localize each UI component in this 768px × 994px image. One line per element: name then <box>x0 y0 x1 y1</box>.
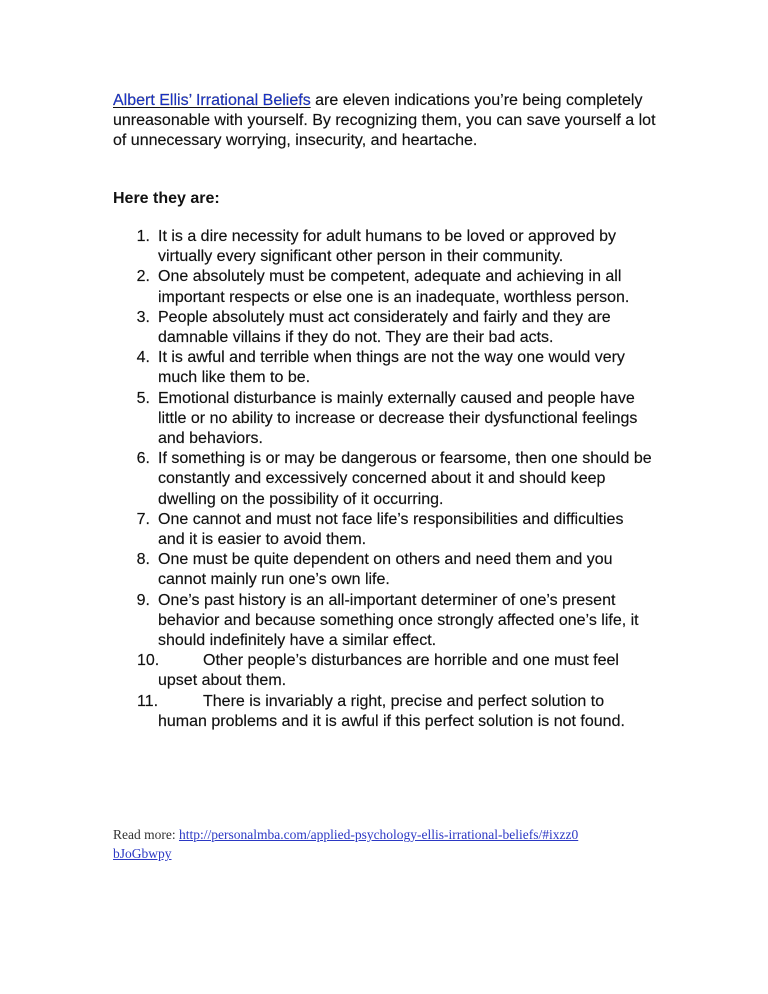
item-number: 10. <box>137 652 160 670</box>
item-number: 1. <box>136 228 150 245</box>
item-number: 4. <box>136 349 150 367</box>
intro-paragraph <box>113 91 673 151</box>
list-item <box>113 449 653 510</box>
item-text: Other people’s disturbances are horrible and one must feel upset about them. <box>158 652 619 690</box>
list-heading: Here they are: <box>113 190 220 207</box>
albert-ellis-link[interactable]: Albert Ellis’ Irrational Beliefs <box>113 92 311 109</box>
item-number: 7. <box>136 510 150 528</box>
item-number: 9. <box>136 591 150 609</box>
read-more-label: Read more: <box>113 827 179 842</box>
list-item <box>113 510 653 550</box>
item-text: There is invariably a right, precise and perfect solution to human problems and it is awful if this perfect solution is not found. <box>158 692 625 730</box>
list-item <box>113 348 653 388</box>
item-number: 6. <box>136 450 150 468</box>
item-text: People absolutely must act considerately and fairly and they are damnable villains if they do not. They are their bad acts. <box>158 308 611 347</box>
read-more-link[interactable]: http://personalmba.com/applied-psychology-ellis-irrational-beliefs/#ixzz0bJoGbwpy <box>113 827 579 861</box>
item-text: If something is or may be dangerous or fearsome, then one should be constantly and excessively concerned about it and should keep dwelling on the possibility of it occurring. <box>158 450 652 508</box>
item-number: 3. <box>136 308 150 326</box>
intro-text: are eleven indications you’re being completely unreasonable with yourself. By recognizing them, you can save yourself a lot of unnecessary worrying, insecurity, and heartache. <box>113 92 656 149</box>
list-item <box>113 267 653 307</box>
list-item <box>113 651 653 691</box>
item-number: 8. <box>136 551 150 569</box>
item-number: 5. <box>136 389 150 407</box>
item-text: One must be quite dependent on others and need them and you cannot mainly run one’s own life. <box>158 551 613 589</box>
list-item <box>113 389 653 450</box>
item-text: It is awful and terrible when things are not the way one would very much like them to be. <box>158 349 625 387</box>
item-text: It is a dire necessity for adult humans to be loved or approved by virtually every significant other person in their community. <box>158 228 617 266</box>
list-item <box>113 308 653 348</box>
item-text: One’s past history is an all-important determiner of one’s present behavior and because something once strongly affected one’s life, it should indefinitely have a similar effect. <box>158 591 639 650</box>
list-item <box>113 227 653 267</box>
item-text: One cannot and must not face life’s responsibilities and difficulties and it is easier to avoid them. <box>158 510 624 549</box>
irrational-beliefs-list <box>113 227 653 732</box>
list-item <box>113 692 653 732</box>
list-item <box>113 550 653 590</box>
item-number: 11. <box>137 692 159 710</box>
read-more <box>113 825 583 863</box>
list-item <box>113 591 653 652</box>
item-text: One absolutely must be competent, adequate and achieving in all important respects or else one is an inadequate, worthless person. <box>158 268 630 306</box>
item-text: Emotional disturbance is mainly externally caused and people have little or no ability to increase or decrease their dysfunctional feelings and behaviors. <box>158 389 638 448</box>
item-number: 2. <box>136 268 150 286</box>
